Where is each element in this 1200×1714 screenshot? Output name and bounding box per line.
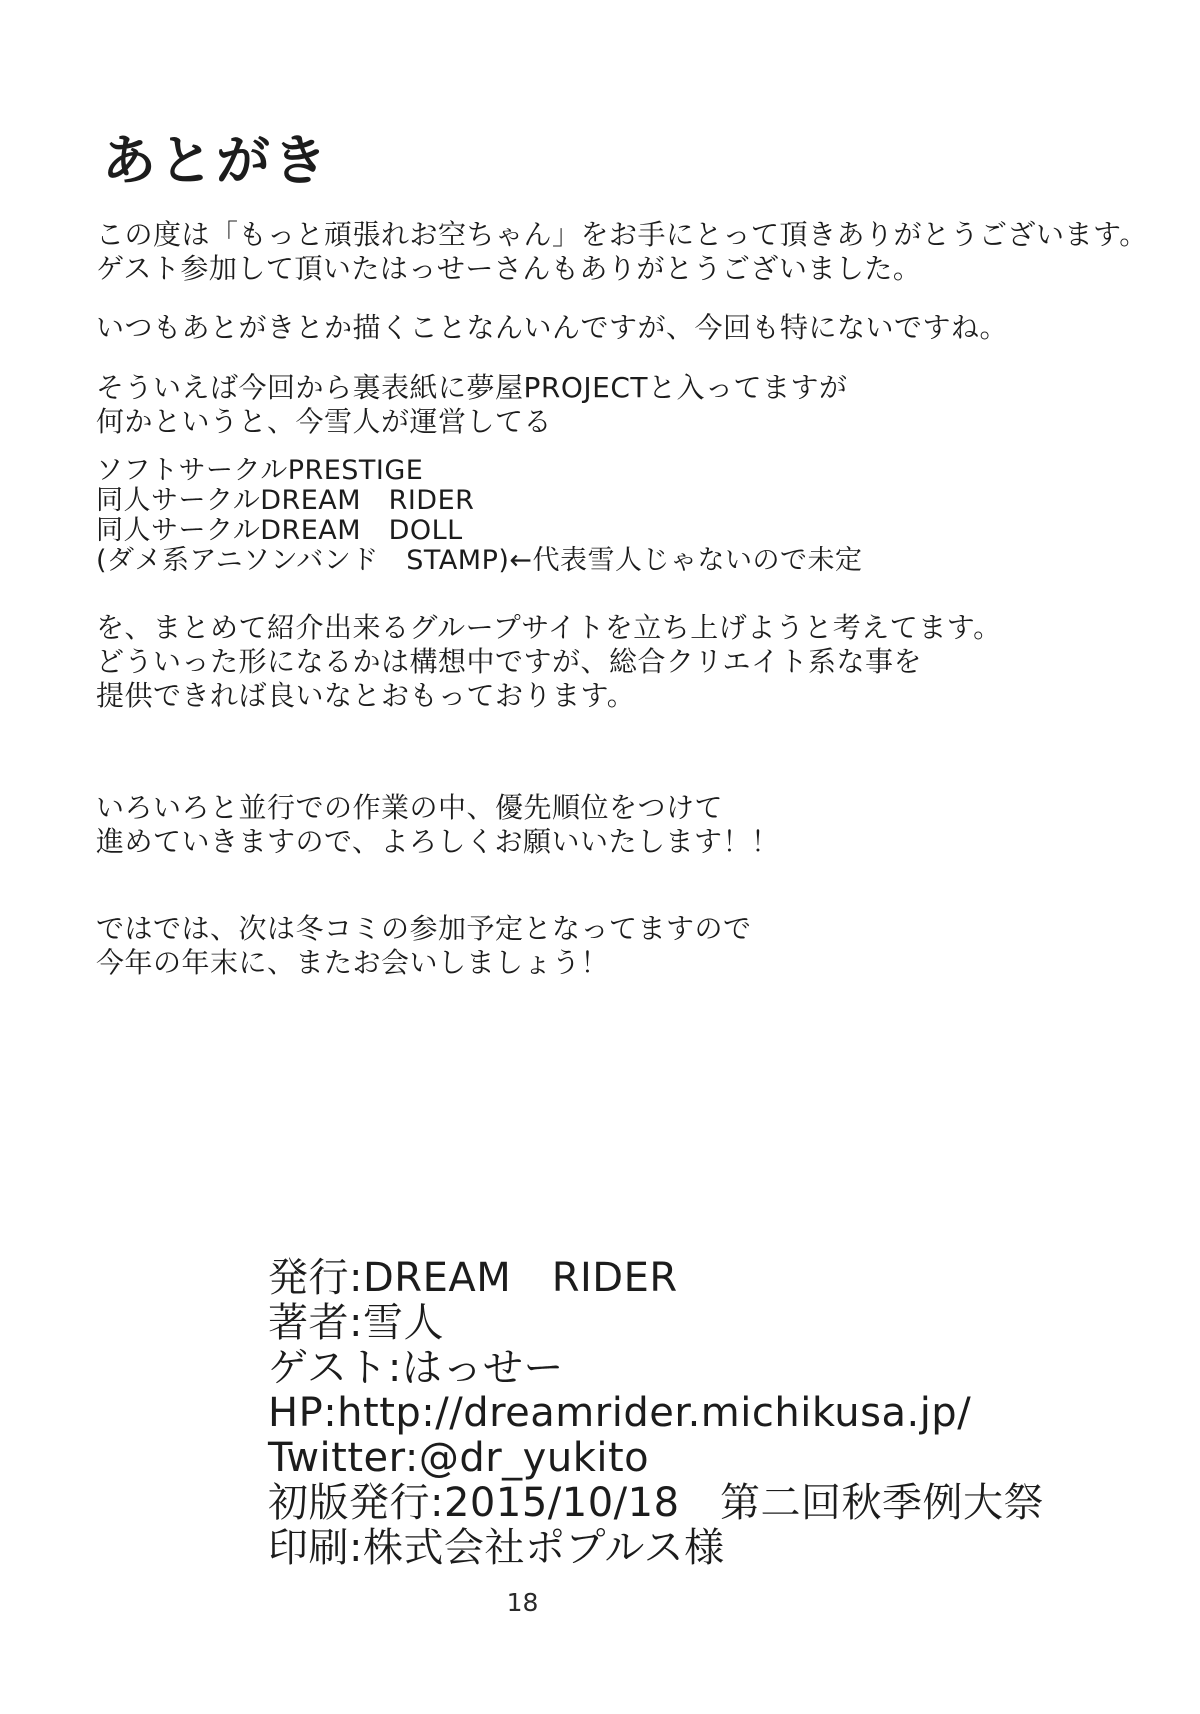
colophon-twitter: Twitter:@dr_yukito [268, 1435, 650, 1481]
paragraph-line: ゲスト参加して頂いたはっせーさんもありがとうございました。 [96, 252, 922, 285]
paragraph-line: を、まとめて紹介出来るグループサイトを立ち上げようと考えてます。 [96, 611, 1002, 644]
paragraph-line: 今年の年末に、またお会いしましょう！ [96, 946, 610, 979]
paragraph-line: 提供できれば良いなとおもっております。 [96, 679, 636, 712]
paragraph-group-site [96, 611, 1002, 713]
paragraph-yumeya-project [96, 371, 848, 439]
colophon-publisher: 発行:DREAM RIDER [268, 1255, 678, 1301]
paragraph-farewell [96, 912, 752, 980]
paragraph-line: ではでは、次は冬コミの参加予定となってますので [96, 912, 752, 945]
paragraph-line: どういった形になるかは構想中ですが、総合クリエイト系な事を [96, 645, 922, 678]
colophon-first-edition: 初版発行:2015/10/18 第二回秋季例大祭 [268, 1480, 1045, 1526]
paragraph-line: 何かというと、今雪人が運営してる [96, 405, 553, 438]
circle-list-item: 同人サークルDREAM DOLL [96, 515, 463, 546]
paragraph-line: そういえば今回から裏表紙に夢屋PROJECTと入ってますが [96, 371, 848, 404]
circle-list [96, 456, 863, 576]
paragraph-priorities [96, 791, 779, 859]
colophon-guest: ゲスト:はっせー [268, 1345, 564, 1391]
paragraph-line: 進めていきますので、よろしくお願いいたします！！ [96, 825, 780, 858]
colophon-homepage: HP:http://dreamrider.michikusa.jp/ [268, 1390, 972, 1436]
circle-list-item: 同人サークルDREAM RIDER [96, 485, 475, 516]
colophon-author: 著者:雪人 [268, 1300, 444, 1346]
paragraph-line: この度は「もっと頑張れお空ちゃん」をお手にとって頂きありがとうございます。 [96, 218, 1148, 251]
page-number: 18 [506, 1588, 539, 1617]
circle-list-item: (ダメ系アニソンバンド STAMP)←代表雪人じゃないので未定 [96, 545, 863, 576]
paragraph-line: いつもあとがきとか描くことなんいんですが、今回も特にないですね。 [96, 311, 1009, 344]
page-title: あとがき [102, 129, 330, 192]
paragraph-thanks [96, 218, 1148, 286]
colophon [268, 1256, 1044, 1571]
circle-list-item: ソフトサークルPRESTIGE [96, 455, 424, 486]
paragraph-no-afterword [96, 311, 1008, 345]
colophon-printer: 印刷:株式会社ポプルス様 [268, 1525, 725, 1571]
paragraph-line: いろいろと並行での作業の中、優先順位をつけて [96, 791, 724, 824]
